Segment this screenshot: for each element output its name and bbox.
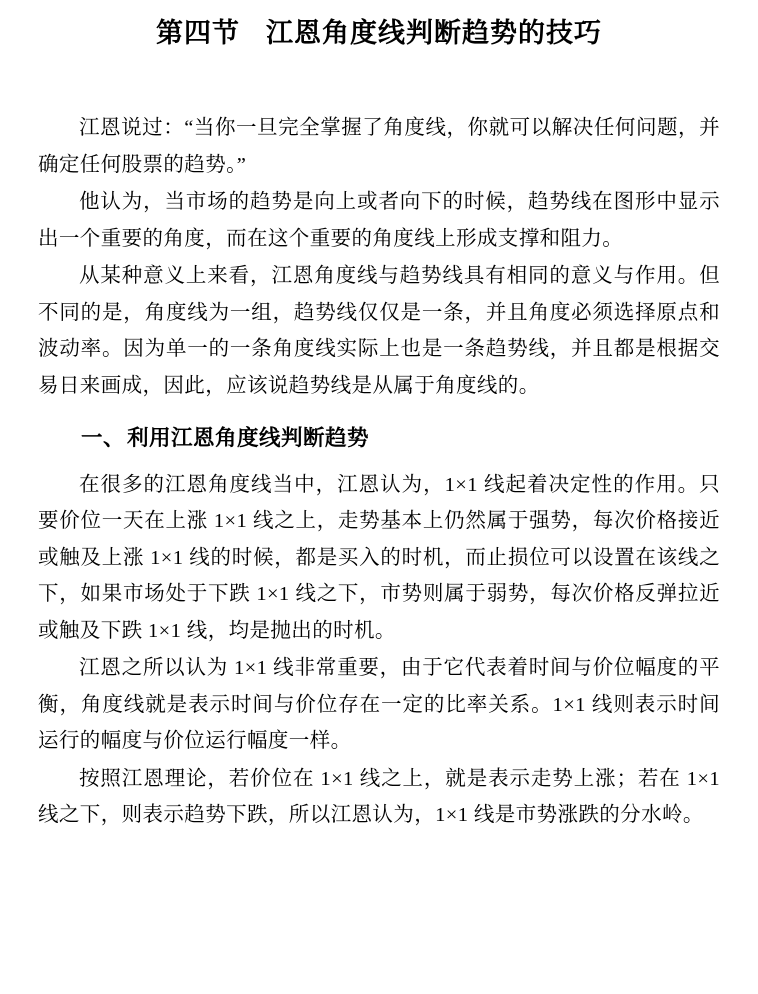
paragraph: 按照江恩理论，若价位在 1×1 线之上，就是表示走势上涨；若在 1×1 线之下，则表示趋势下跌，所以江恩认为，1×1 线是市势涨跌的分水岭。 — [38, 767, 720, 827]
paragraph: 从某种意义上来看，江恩角度线与趋势线具有相同的意义与作用。但不同的是，角度线为一组，趋势线仅仅是一条，并且角度必须选择原点和波动率。因为单一的一条角度线实际上也是一条趋势线，并且都是根据交易日来画成，因此，应该说趋势线是从属于角度线的。 — [38, 265, 720, 397]
section-number: 第四节 — [156, 18, 240, 49]
document-body — [38, 110, 720, 833]
paragraph: 江恩之所以认为 1×1 线非常重要，由于它代表着时间与价位幅度的平衡，角度线就是表示时间与价位存在一定的比率关系。1×1 线则表示时间运行的幅度与价位运行幅度一样。 — [38, 657, 720, 753]
section-heading-text: 利用江恩角度线判断趋势 — [127, 426, 370, 452]
section-name: 江恩角度线判断趋势的技巧 — [266, 18, 602, 49]
paragraph: 在很多的江恩角度线当中，江恩认为，1×1 线起着决定性的作用。只要价位一天在上涨 1×1 线之上，走势基本上仍然属于强势，每次价格接近或触及上涨 1×1 线的时候，都是买入的时机，而止损位可以设置在该线之下，如果市场处于下跌 1×1 线之下，市势则属于弱势，每次价格反弹拉近或触及下跌 1×1 线，均是抛出的时机。 — [38, 473, 720, 642]
paragraph: 他认为，当市场的趋势是向上或者向下的时候，趋势线在图形中显示出一个重要的角度，而在这个重要的角度线上形成支撑和阻力。 — [38, 191, 720, 250]
section-heading — [38, 422, 720, 456]
document-page — [0, 8, 758, 994]
section-heading-number: 一、 — [81, 426, 126, 452]
page-title — [38, 8, 720, 52]
paragraph: 江恩说过：“当你一旦完全掌握了角度线，你就可以解决任何问题，并确定任何股票的趋势。” — [38, 117, 720, 176]
